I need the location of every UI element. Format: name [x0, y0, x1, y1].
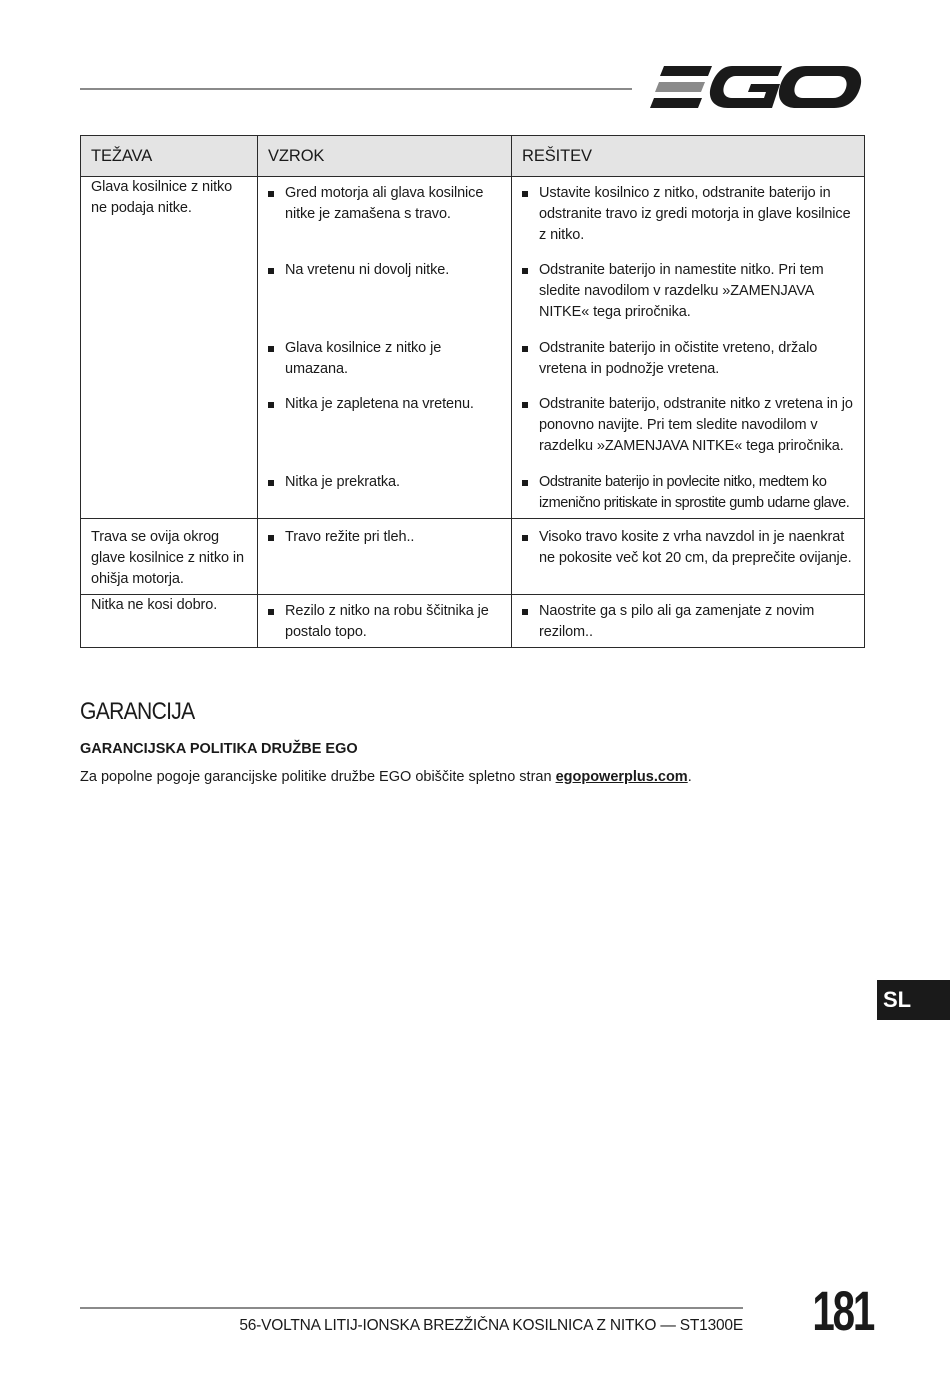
bullet-icon	[522, 535, 528, 541]
bullet-icon	[268, 191, 274, 197]
bullet-icon	[522, 191, 528, 197]
bullet-icon	[522, 346, 528, 352]
problem-cell	[81, 519, 258, 595]
solution-cell	[512, 177, 865, 519]
cause-item: Nitka je prekratka.	[268, 472, 501, 514]
cause-item: Glava kosilnice z nitko je umazana.	[268, 338, 501, 394]
solution-cell	[512, 519, 865, 595]
cause-cell	[258, 177, 512, 519]
bullet-icon	[268, 268, 274, 274]
warranty-text	[80, 769, 692, 785]
warranty-text-end: .	[687, 769, 692, 785]
problem-text: Trava se ovija okrog glave kosilnice z nitko in ohišja motorja.	[91, 529, 244, 587]
header-solution: REŠITEV	[512, 136, 865, 177]
cause-item: Nitka je zapletena na vretenu.	[268, 394, 501, 472]
ego-logo	[650, 64, 862, 112]
problem-text: Nitka ne kosi dobro.	[91, 597, 218, 613]
solution-cell	[512, 595, 865, 648]
table-row	[81, 595, 865, 648]
cause-item: Rezilo z nitko na robu ščitnika je postalo topo.	[268, 601, 501, 643]
bullet-icon	[268, 535, 274, 541]
troubleshooting-table	[80, 135, 865, 648]
problem-cell	[81, 595, 258, 648]
header-rule	[80, 88, 632, 90]
footer-title: 56-VOLTNA LITIJ-IONSKA BREZŽIČNA KOSILNICA Z NITKO — ST1300E	[239, 1317, 743, 1334]
problem-cell	[81, 177, 258, 519]
header-cause: VZROK	[258, 136, 512, 177]
cause-cell	[258, 595, 512, 648]
bullet-icon	[268, 346, 274, 352]
bullet-icon	[522, 609, 528, 615]
cause-item: Travo režite pri tleh..	[268, 527, 501, 548]
section-title: GARANCIJA	[80, 698, 195, 725]
header-problem: TEŽAVA	[81, 136, 258, 177]
solution-item: Naostrite ga s pilo ali ga zamenjate z novim rezilom..	[522, 601, 854, 643]
solution-item: Odstranite baterijo in očistite vreteno, držalo vretena in podnožje vretena.	[522, 338, 854, 394]
bullet-icon	[522, 480, 528, 486]
cause-item: Gred motorja ali glava kosilnice nitke je zamašena s travo.	[268, 183, 501, 260]
solution-item: Ustavite kosilnico z nitko, odstranite baterijo in odstranite travo iz gredi motorja in glave kosilnice z nitko.	[522, 183, 854, 260]
solution-item: Odstranite baterijo in povlecite nitko, medtem ko izmenično pritiskate in sprostite gumb udarne glave.	[522, 472, 854, 514]
footer-rule	[80, 1307, 743, 1309]
solution-item: Odstranite baterijo, odstranite nitko z vretena in jo ponovno navijte. Pri tem sledite navodilom v razdelku »ZAMENJAVA NITKE« tega priročnika.	[522, 394, 854, 472]
bullet-icon	[268, 609, 274, 615]
section-subtitle: GARANCIJSKA POLITIKA DRUŽBE EGO	[80, 741, 358, 757]
solution-item: Odstranite baterijo in namestite nitko. Pri tem sledite navodilom v razdelku »ZAMENJAVA NITKE« tega priročnika.	[522, 260, 854, 338]
cause-item: Na vretenu ni dovolj nitke.	[268, 260, 501, 338]
language-tab: SL	[877, 980, 950, 1020]
website-link[interactable]: egopowerplus.com	[555, 769, 688, 785]
bullet-icon	[268, 480, 274, 486]
bullet-icon	[268, 402, 274, 408]
problem-text: Glava kosilnice z nitko ne podaja nitke.	[91, 179, 233, 216]
bullet-icon	[522, 402, 528, 408]
page-number: 181	[812, 1279, 874, 1342]
cause-cell	[258, 519, 512, 595]
solution-item: Visoko travo kosite z vrha navzdol in je naenkrat ne pokosite več kot 20 cm, da preprečite ovijanje.	[522, 527, 854, 569]
table-row	[81, 177, 865, 519]
warranty-text-body: Za popolne pogoje garancijske politike družbe EGO obiščite spletno stran	[80, 769, 556, 785]
table-row	[81, 519, 865, 595]
bullet-icon	[522, 268, 528, 274]
table-header-row	[81, 136, 865, 177]
